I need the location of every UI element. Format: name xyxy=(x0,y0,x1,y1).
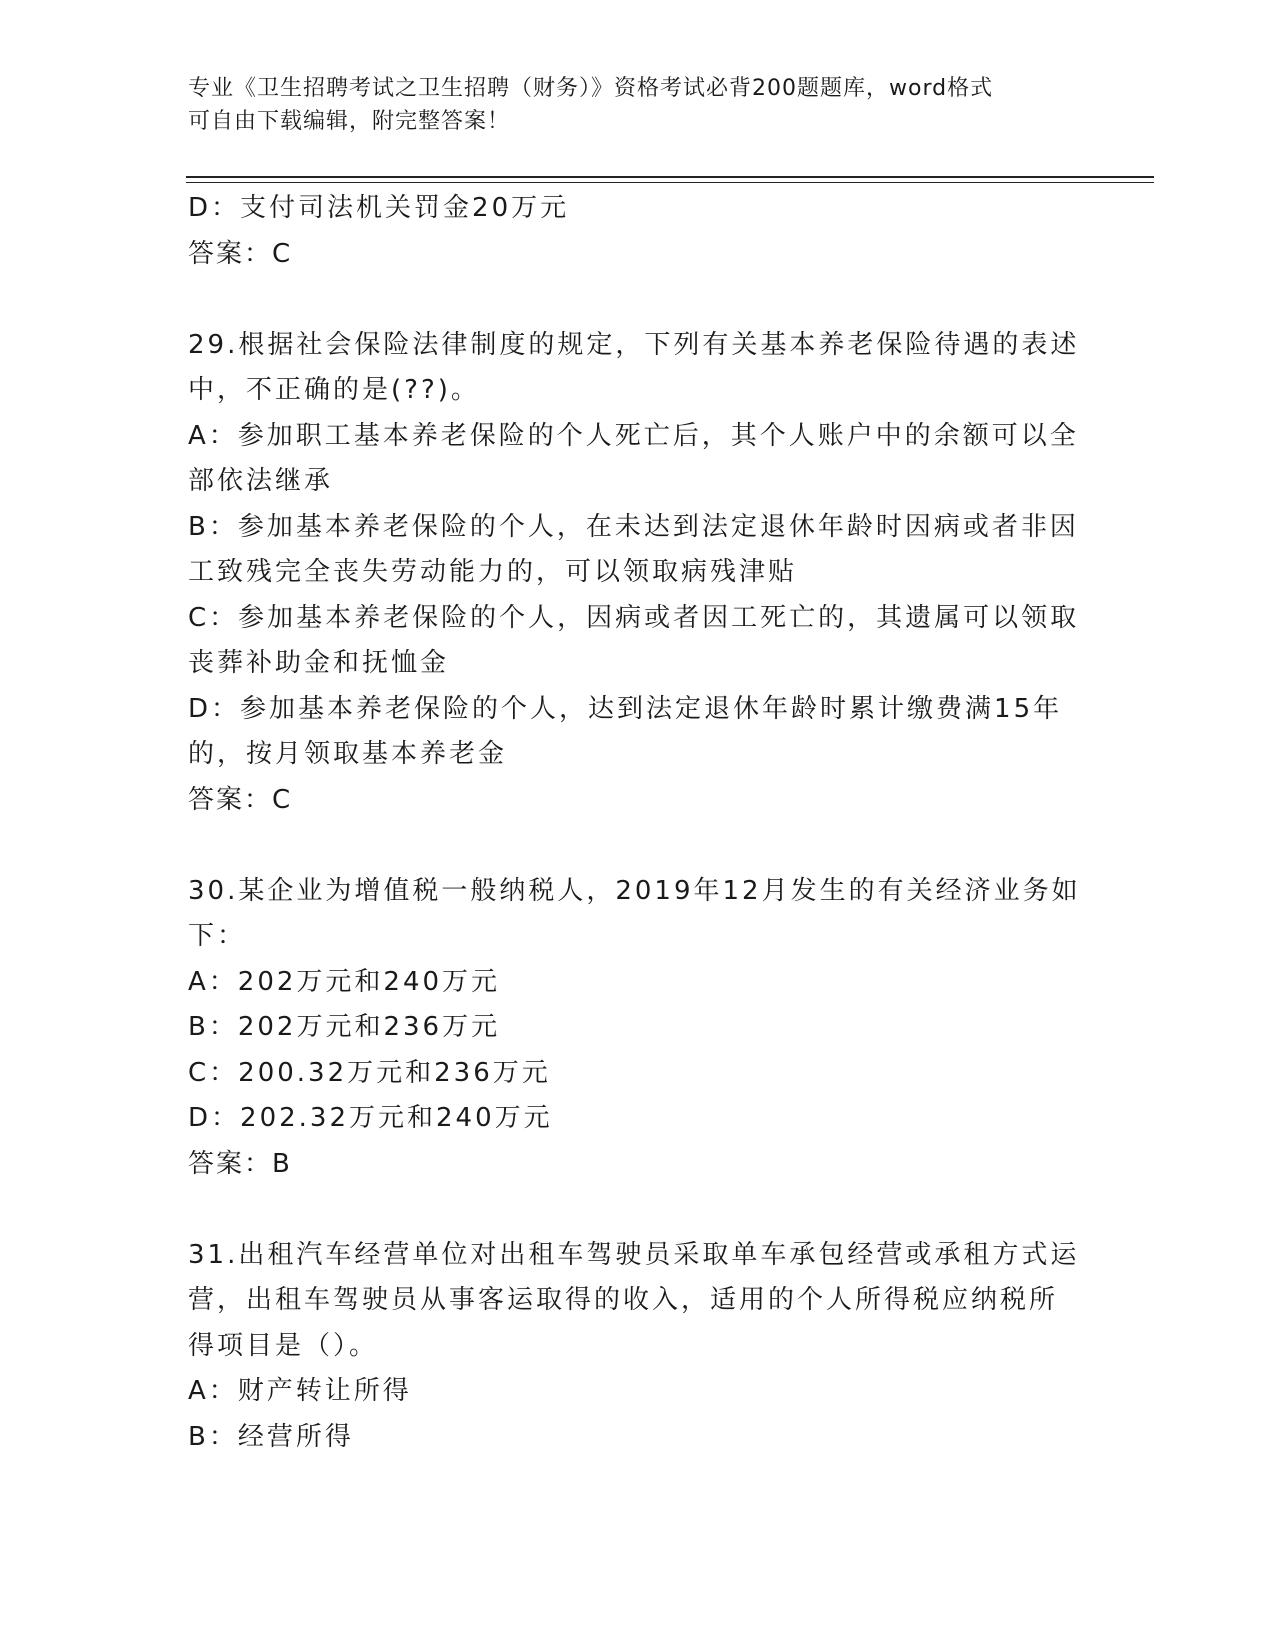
header-line-1: 专业《卫生招聘考试之卫生招聘（财务）》资格考试必背200题题库，word格式 xyxy=(188,76,994,101)
question-block-30 xyxy=(188,869,1088,1188)
header-line-2: 可自由下载编辑，附完整答案！ xyxy=(188,109,511,134)
question-text: 中，不正确的是(??)。 xyxy=(188,375,480,405)
document-header xyxy=(188,72,1088,138)
block-spacer xyxy=(188,277,1088,323)
question-text: 29.根据社会保险法律制度的规定，下列有关基本养老保险待遇的表述 xyxy=(188,329,1080,360)
question-block-28-tail xyxy=(188,186,1088,277)
question-text: 下： xyxy=(188,921,247,951)
answer-line: 答案：C xyxy=(188,238,293,269)
option-b: B：202万元和236万元 xyxy=(188,1012,501,1042)
option-a: 部依法继承 xyxy=(188,466,334,496)
block-spacer xyxy=(188,1187,1088,1233)
document-body xyxy=(188,186,1088,1460)
question-text: 得项目是（）。 xyxy=(188,1330,379,1361)
question-text: 30.某企业为增值税一般纳税人，2019年12月发生的有关经济业务如 xyxy=(188,875,1081,906)
answer-line: 答案：C xyxy=(188,784,293,815)
option-c: 丧葬补助金和抚恤金 xyxy=(188,648,450,678)
question-text: 营，出租车驾驶员从事客运取得的收入，适用的个人所得税应纳税所 xyxy=(188,1285,1059,1315)
option-a: A：财产转让所得 xyxy=(188,1376,412,1406)
option-c: C：参加基本养老保险的个人，因病或者因工死亡的，其遗属可以领取 xyxy=(188,602,1080,633)
option-d: D：参加基本养老保险的个人，达到法定退休年龄时累计缴费满15年 xyxy=(188,693,1063,724)
option-c: C：200.32万元和236万元 xyxy=(188,1057,551,1088)
option-a: A：参加职工基本养老保险的个人死亡后，其个人账户中的余额可以全 xyxy=(188,420,1079,451)
option-d: D：支付司法机关罚金20万元 xyxy=(188,193,570,223)
option-a: A：202万元和240万元 xyxy=(188,966,501,997)
option-b: B：参加基本养老保险的个人，在未达到法定退休年龄时因病或者非因 xyxy=(188,511,1079,542)
question-block-31 xyxy=(188,1233,1088,1461)
block-spacer xyxy=(188,823,1088,869)
option-b: 工致残完全丧失劳动能力的，可以领取病残津贴 xyxy=(188,557,798,587)
option-d: D：202.32万元和240万元 xyxy=(188,1103,553,1133)
option-b: B：经营所得 xyxy=(188,1421,354,1452)
option-d: 的，按月领取基本养老金 xyxy=(188,739,508,769)
answer-line: 答案：B xyxy=(188,1148,292,1179)
question-block-29 xyxy=(188,323,1088,824)
header-divider-thick xyxy=(186,176,1154,178)
question-text: 31.出租汽车经营单位对出租车驾驶员采取单车承包经营或承租方式运 xyxy=(188,1239,1080,1270)
header-divider-thin xyxy=(186,182,1154,183)
